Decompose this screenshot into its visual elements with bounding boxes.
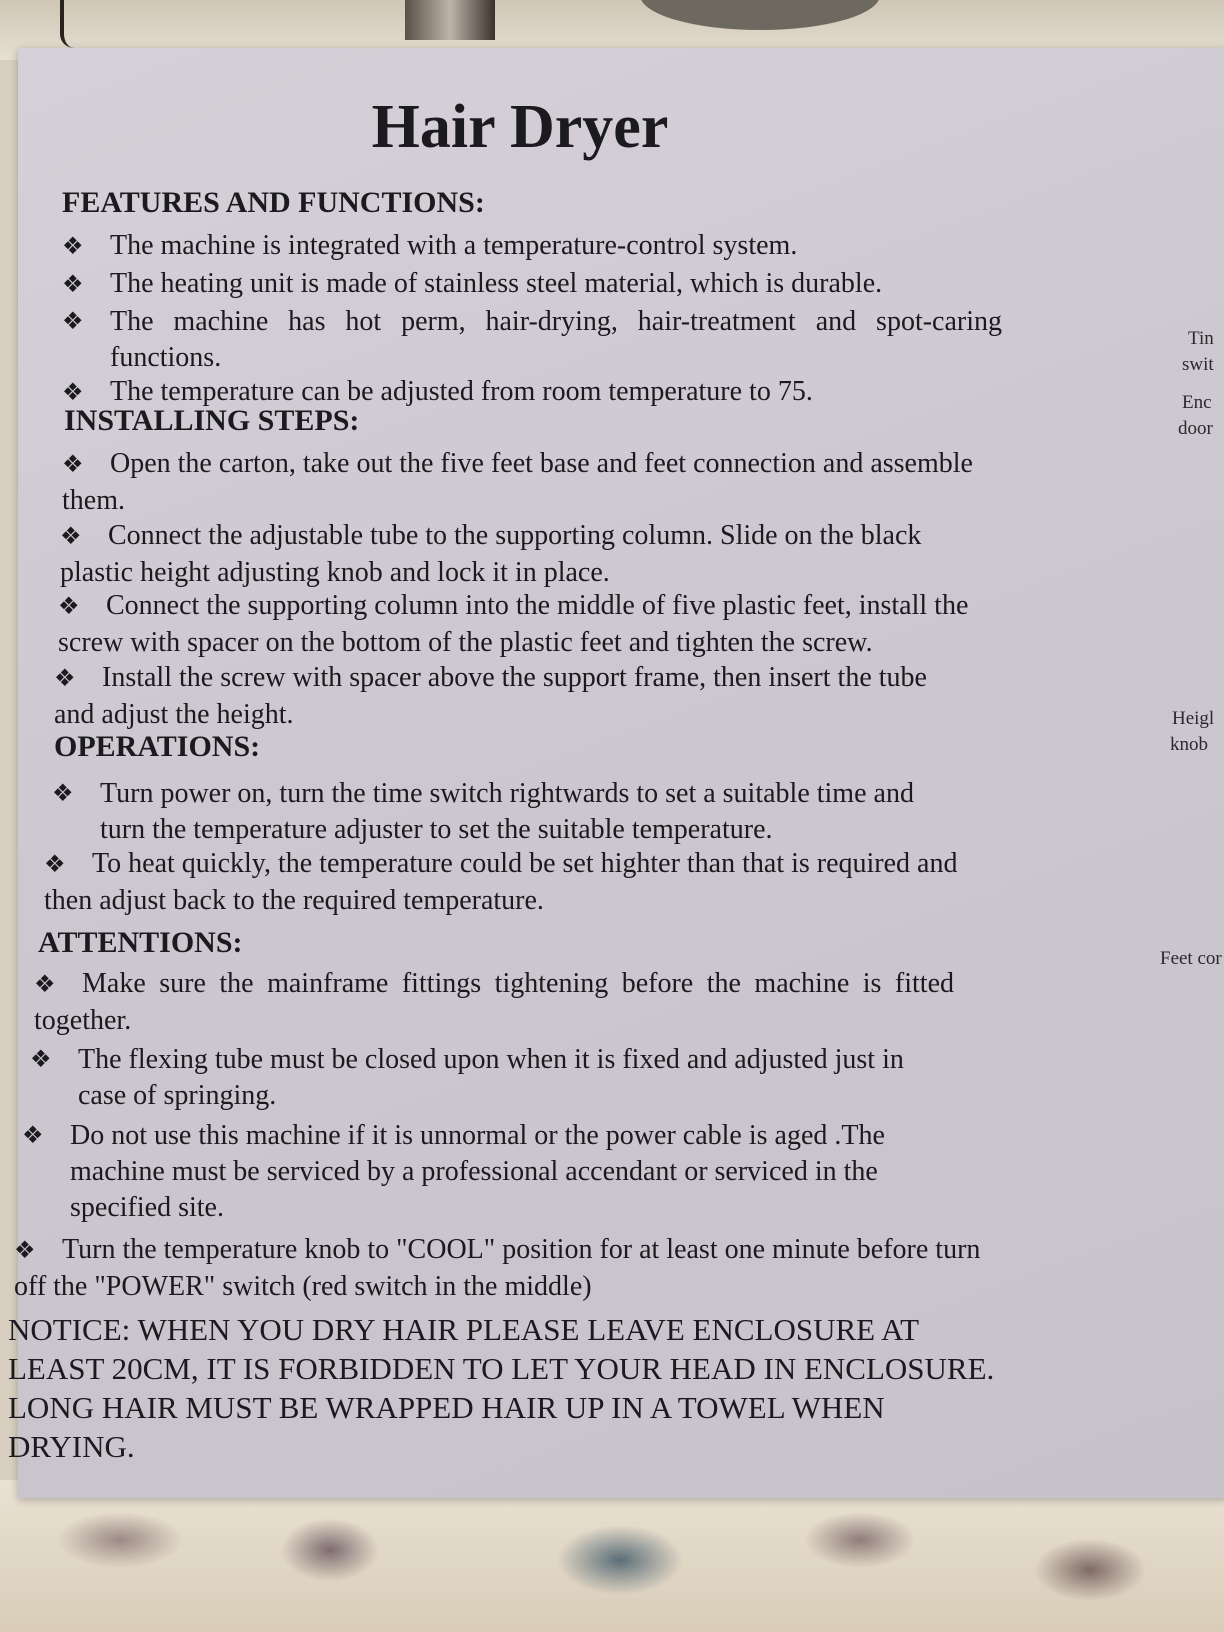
attentions-item-3: ❖ Do not use this machine if it is unnormal or the power cable is aged .The machine must be serviced by a professional accendant or serviced in the specified site. <box>22 1120 885 1223</box>
bullet-icon: ❖ <box>62 272 84 298</box>
bullet-icon: ❖ <box>52 781 74 807</box>
operations-heading: OPERATIONS: <box>54 730 261 763</box>
bullet-icon: ❖ <box>22 1123 44 1149</box>
features-item-2: ❖ The heating unit is made of stainless steel material, which is durable. <box>62 266 982 303</box>
features-item-4: ❖ The temperature can be adjusted from room temperature to 75. <box>62 374 962 411</box>
installing-item-4: ❖ Install the screw with spacer above the support frame, then insert the tube and adjust the height. <box>54 662 927 730</box>
attentions-item-4: ❖ Turn the temperature knob to "COOL" position for at least one minute before turn off the "POWER" switch (red switch in the middle) <box>14 1234 981 1302</box>
bullet-icon: ❖ <box>62 452 84 478</box>
side-label-enclosure-1: Enc <box>1182 392 1212 413</box>
installing-item-3: ❖ Connect the supporting column into the middle of five plastic feet, install the screw with spacer on the bottom of the plastic feet and tighten the screw. <box>58 590 969 658</box>
side-label-height-2: knob <box>1170 734 1208 755</box>
installing-item-2: ❖ Connect the adjustable tube to the supporting column. Slide on the black plastic height adjusting knob and lock it in place. <box>60 520 922 588</box>
operations-item-2: ❖ To heat quickly, the temperature could be set highter than that is required and then adjust back to the required temperature. <box>44 848 958 916</box>
bullet-icon: ❖ <box>58 594 80 620</box>
side-label-timer-1: Tin <box>1188 328 1214 349</box>
bullet-icon: ❖ <box>30 1047 52 1073</box>
bullet-icon: ❖ <box>34 972 56 998</box>
attentions-item-1: ❖ Make sure the mainframe fittings tightening before the machine is fitted together. <box>34 968 954 1036</box>
features-heading: FEATURES AND FUNCTIONS: <box>62 186 485 219</box>
features-item-3: ❖ The machine has hot perm, hair-drying, hair-treatment and spot-caring functions. <box>62 306 1002 373</box>
operations-item-1: ❖ Turn power on, turn the time switch rightwards to set a suitable time and turn the temperature adjuster to set the suitable temperature. <box>52 778 914 845</box>
bullet-icon: ❖ <box>62 309 84 335</box>
side-label-height-1: Heigl <box>1172 708 1215 729</box>
installing-heading: INSTALLING STEPS: <box>64 404 360 437</box>
installing-item-1: ❖ Open the carton, take out the five feet base and feet connection and assemble them. <box>62 448 973 516</box>
bullet-icon: ❖ <box>44 852 66 878</box>
side-label-enclosure-2: door <box>1178 418 1213 439</box>
side-label-timer-2: swit <box>1182 354 1214 375</box>
bullet-icon: ❖ <box>60 524 82 550</box>
notice-paragraph: NOTICE: WHEN YOU DRY HAIR PLEASE LEAVE ENCLOSURE AT LEAST 20CM, IT IS FORBIDDEN TO LET YOUR HEAD IN ENCLOSURE. LONG HAIR MUST BE WRAPPED HAIR UP IN A TOWEL WHEN DRYING. <box>8 1312 995 1464</box>
bullet-icon: ❖ <box>54 666 76 692</box>
bullet-icon: ❖ <box>62 380 84 406</box>
side-label-feet: Feet cor <box>1160 948 1222 969</box>
attentions-item-2: ❖ The flexing tube must be closed upon when it is fixed and adjusted just in case of springing. <box>30 1044 904 1111</box>
bullet-icon: ❖ <box>14 1238 36 1264</box>
document-title: Hair Dryer <box>371 93 669 161</box>
attentions-heading: ATTENTIONS: <box>38 926 243 959</box>
features-item-1: ❖ The machine is integrated with a temperature-control system. <box>62 228 962 265</box>
bullet-icon: ❖ <box>62 234 84 260</box>
